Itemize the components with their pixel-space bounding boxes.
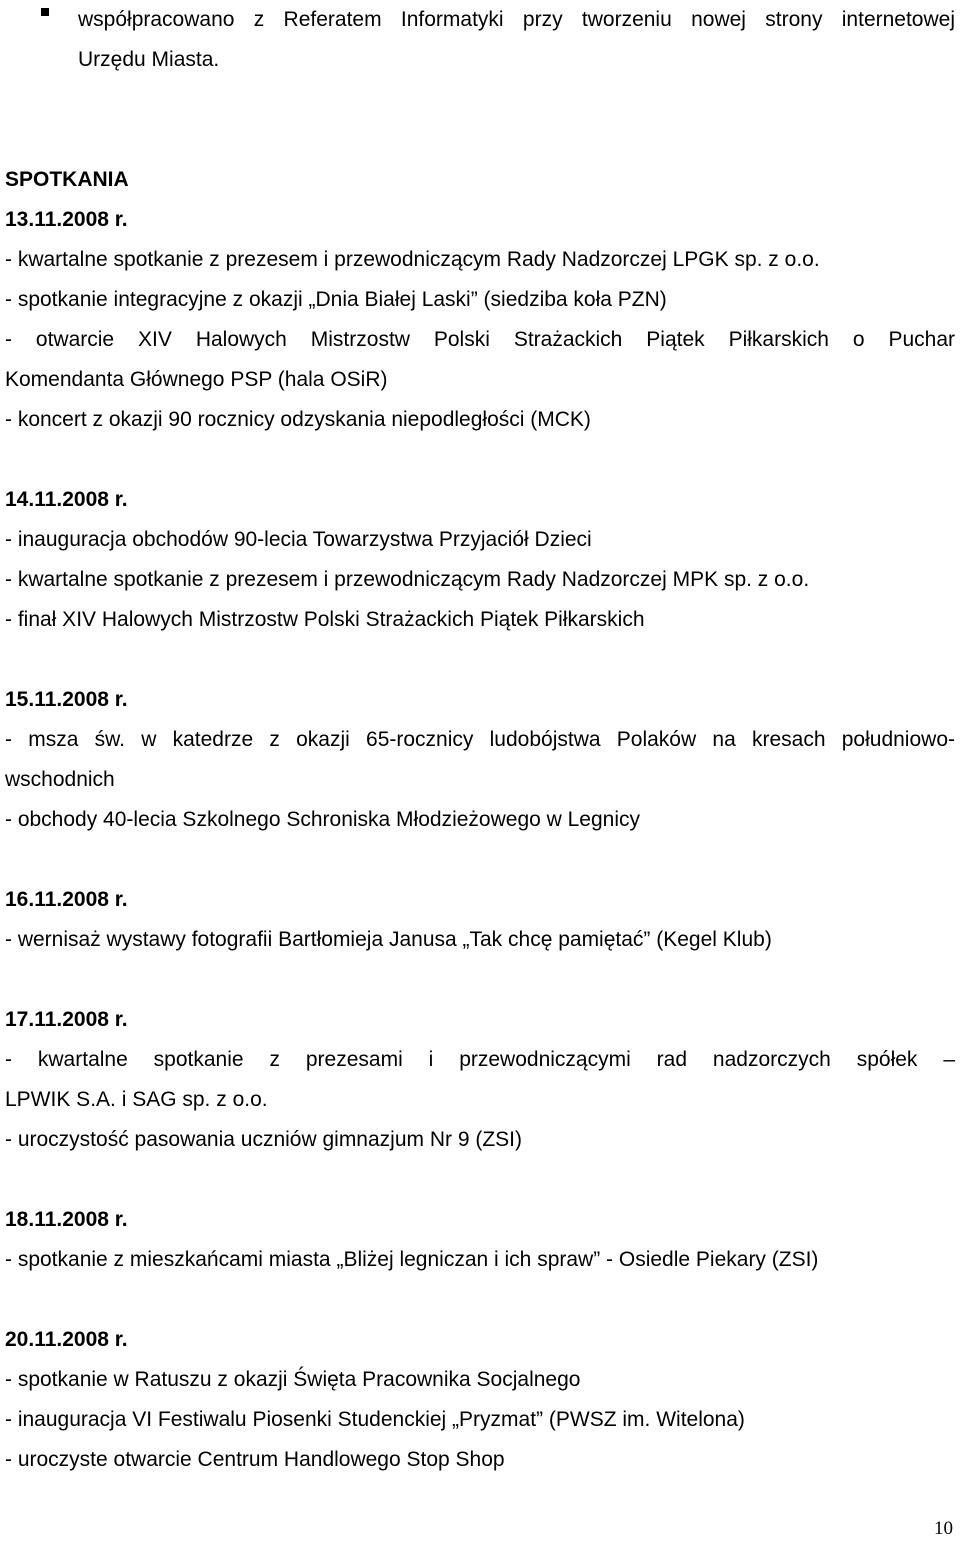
- meeting-date: 15.11.2008 r.: [5, 688, 128, 711]
- meeting-item: [5, 1240, 955, 1280]
- meeting-item: [5, 320, 955, 400]
- meeting-date: 20.11.2008 r.: [5, 1328, 128, 1351]
- meeting-item-line: Komendanta Głównego PSP (hala OSiR): [5, 368, 388, 391]
- meeting-item: [5, 600, 955, 640]
- meeting-day-section: [5, 880, 955, 960]
- meeting-item: [5, 520, 955, 560]
- meeting-item-line: - inauguracja VI Festiwalu Piosenki Studenckiej „Pryzmat” (PWSZ im. Witelona): [5, 1408, 745, 1431]
- meeting-item: [5, 1120, 955, 1160]
- meeting-item-line: - wernisaż wystawy fotografii Bartłomieja Janusa „Tak chcę pamiętać” (Kegel Klub): [5, 928, 772, 951]
- page-number: 10: [934, 1518, 953, 1539]
- meeting-item: [5, 1360, 955, 1400]
- meeting-date: 13.11.2008 r.: [5, 208, 128, 231]
- meeting-item-line: - spotkanie integracyjne z okazji „Dnia Białej Laski” (siedziba koła PZN): [5, 288, 667, 311]
- meeting-day-section: [5, 200, 955, 440]
- intro-bullet-line-2: Urzędu Miasta.: [78, 48, 220, 71]
- meeting-item-line: wschodnich: [5, 768, 115, 791]
- meeting-date: 17.11.2008 r.: [5, 1008, 128, 1031]
- meeting-day-section: [5, 1200, 955, 1280]
- document-page: [5, 0, 955, 1480]
- meeting-item: [5, 1440, 955, 1480]
- section-heading: SPOTKANIA: [5, 168, 129, 191]
- meeting-item: [5, 1400, 955, 1440]
- meeting-day-section: [5, 680, 955, 840]
- meeting-item: [5, 560, 955, 600]
- meeting-item-line: - kwartalne spotkanie z prezesem i przewodniczącym Rady Nadzorczej LPGK sp. z o.o.: [5, 248, 820, 271]
- meeting-item: [5, 1040, 955, 1120]
- meeting-item-line: - msza św. w katedrze z okazji 65-rocznicy ludobójstwa Polaków na kresach południowo-: [5, 728, 955, 751]
- intro-bullet-text: [78, 0, 955, 80]
- meeting-item-line: - koncert z okazji 90 rocznicy odzyskania niepodległości (MCK): [5, 408, 591, 431]
- meeting-date: 14.11.2008 r.: [5, 488, 128, 511]
- square-bullet-icon: [41, 8, 49, 16]
- meeting-item-line: - kwartalne spotkanie z prezesem i przewodniczącym Rady Nadzorczej MPK sp. z o.o.: [5, 568, 810, 591]
- meeting-item-line: - uroczystość pasowania uczniów gimnazjum Nr 9 (ZSI): [5, 1128, 523, 1151]
- meeting-day-section: [5, 1000, 955, 1160]
- meeting-item-line: - kwartalne spotkanie z prezesami i przewodniczącymi rad nadzorczych spółek –: [5, 1048, 955, 1071]
- intro-bullet-item: [5, 0, 955, 80]
- meeting-date: 16.11.2008 r.: [5, 888, 128, 911]
- meeting-item-line: - inauguracja obchodów 90-lecia Towarzystwa Przyjaciół Dzieci: [5, 528, 592, 551]
- meeting-item-line: - finał XIV Halowych Mistrzostw Polski Strażackich Piątek Piłkarskich: [5, 608, 645, 631]
- meeting-item-line: - obchody 40-lecia Szkolnego Schroniska Młodzieżowego w Legnicy: [5, 808, 641, 831]
- meeting-item-line: - spotkanie w Ratuszu z okazji Święta Pracownika Socjalnego: [5, 1368, 581, 1391]
- meeting-item: [5, 720, 955, 800]
- meeting-day-section: [5, 1320, 955, 1480]
- meeting-item-line: LPWIK S.A. i SAG sp. z o.o.: [5, 1088, 268, 1111]
- meeting-item: [5, 400, 955, 440]
- meeting-item-line: - uroczyste otwarcie Centrum Handlowego Stop Shop: [5, 1448, 505, 1471]
- meeting-item-line: - spotkanie z mieszkańcami miasta „Bliżej legniczan i ich spraw” - Osiedle Piekary (ZSI): [5, 1248, 819, 1271]
- meeting-item: [5, 280, 955, 320]
- meeting-item: [5, 920, 955, 960]
- meeting-item-line: - otwarcie XIV Halowych Mistrzostw Polski Strażackich Piątek Piłkarskich o Puchar: [5, 328, 955, 351]
- meeting-day-section: [5, 480, 955, 640]
- meetings-list: [5, 200, 955, 1480]
- intro-bullet-line-1: współpracowano z Referatem Informatyki przy tworzeniu nowej strony internetowej: [78, 8, 955, 31]
- meeting-item: [5, 240, 955, 280]
- meeting-item: [5, 800, 955, 840]
- meeting-date: 18.11.2008 r.: [5, 1208, 128, 1231]
